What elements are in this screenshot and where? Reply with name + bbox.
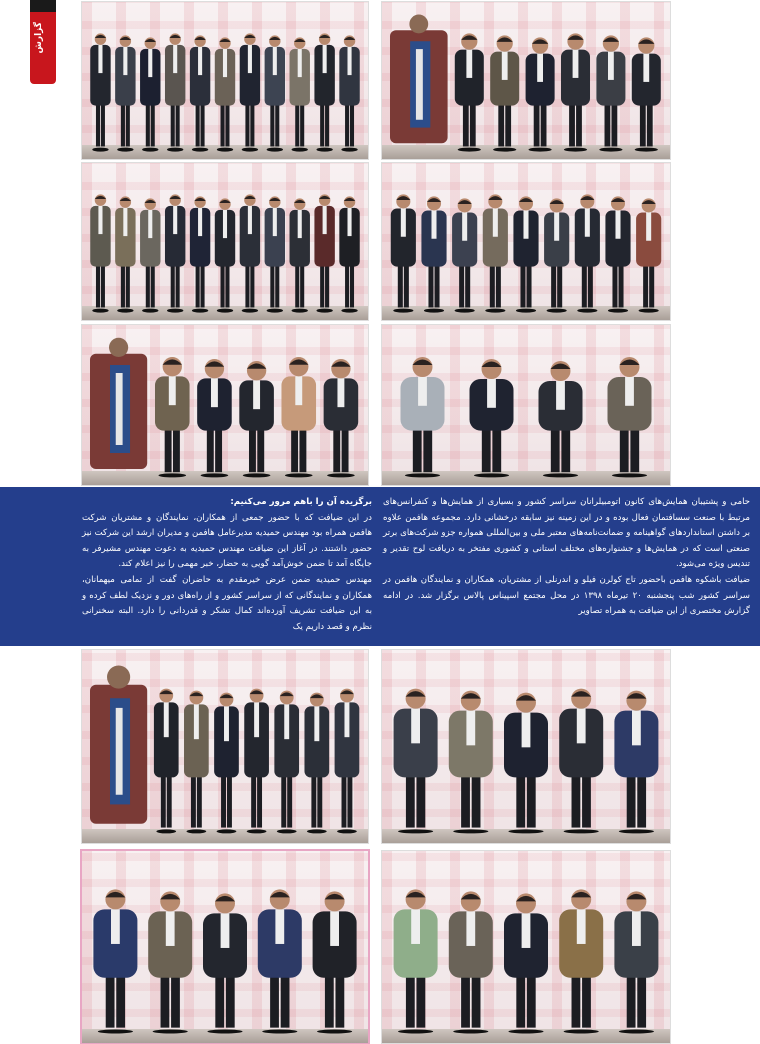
person-figure	[190, 35, 210, 151]
person-figure	[240, 194, 260, 312]
person-figure	[421, 196, 446, 312]
person-figure	[452, 198, 477, 312]
article-column-right	[383, 495, 750, 620]
photo-4	[382, 163, 670, 320]
person-figure	[215, 198, 235, 312]
person-figure	[184, 691, 209, 834]
person-figure	[155, 357, 190, 477]
article-paragraph: مهندس حمیدیه ضمن عرض خیرمقدم به حاضران گفت از تمامی میهمانان، همکاران و نمایندگانی که از سراسر کشور و از راه‌های دور و نزدیک لطف کرده و به این ضیافت تشریف آورده‌اند کمال تشکر و قدردانی را دارد. البته سخنرانی نظرم و قصد داریم یک	[82, 574, 372, 632]
person-figure	[575, 194, 600, 312]
person-figure	[165, 33, 185, 151]
person-figure	[559, 689, 603, 834]
photo-10	[382, 851, 670, 1043]
person-figure	[239, 361, 274, 477]
statue-figure	[390, 15, 448, 144]
article-column-heading: برگزیده آن را باهم مرور می‌کنیم:	[230, 497, 372, 507]
person-figure	[214, 693, 239, 834]
person-figure	[203, 893, 247, 1033]
photo-3	[82, 163, 368, 320]
person-figure	[140, 37, 160, 151]
person-figure	[483, 194, 508, 312]
person-figure	[544, 198, 569, 312]
person-figure	[190, 196, 210, 312]
person-figure	[339, 35, 359, 151]
person-figure	[526, 37, 555, 151]
person-figure	[394, 689, 438, 834]
person-figure	[636, 198, 661, 312]
photo-8	[382, 650, 670, 843]
section-tab-label: گزارش	[34, 22, 44, 54]
statue-figure	[90, 338, 147, 469]
person-figure	[539, 361, 583, 477]
person-figure	[215, 37, 235, 151]
person-figure	[559, 889, 603, 1033]
person-figure	[244, 689, 269, 834]
person-figure	[335, 689, 360, 834]
photo-1	[82, 2, 368, 159]
person-figure	[339, 196, 359, 312]
person-figure	[197, 359, 232, 477]
group-photo-figures	[82, 2, 368, 159]
photo-7	[82, 650, 368, 843]
person-figure	[290, 198, 310, 312]
person-figure	[449, 891, 493, 1033]
person-figure	[504, 693, 548, 834]
person-figure	[324, 359, 359, 477]
group-photo-figures	[382, 325, 670, 485]
person-figure	[290, 37, 310, 151]
person-figure	[281, 357, 316, 477]
person-figure	[596, 35, 625, 151]
person-figure	[313, 891, 357, 1033]
person-figure	[154, 689, 179, 834]
person-figure	[240, 33, 260, 151]
tab-dark-strip	[30, 0, 56, 12]
article-paragraph: ضیافت باشکوه هافمن باحضور تاج کولرن فیلو و اندرنلی از مشتریان، همکاران و نمایندگان هافمن در سراسر کشور شب پنجشنبه ۲۰ تیرماه ۱۳۹۸ در محل مجتمع اسپیناس پالاس برگزار شد. در ادامه گزارش مختصری از این ضیافت به همراه تصاویر	[383, 574, 750, 617]
section-tab	[30, 0, 56, 84]
person-figure	[148, 891, 192, 1033]
statue-figure	[90, 665, 147, 823]
person-figure	[258, 889, 302, 1033]
person-figure	[90, 194, 110, 312]
person-figure	[470, 359, 514, 477]
person-figure	[115, 35, 135, 151]
person-figure	[455, 33, 484, 151]
article-column-left	[82, 495, 372, 635]
group-photo-figures	[82, 163, 368, 320]
person-figure	[314, 33, 334, 151]
person-figure	[274, 691, 299, 834]
photo-6	[382, 325, 670, 485]
photo-2	[382, 2, 670, 159]
person-figure	[140, 198, 160, 312]
person-figure	[605, 196, 630, 312]
article-paragraph: در این ضیافت که با حضور جمعی از همکاران، نمایندگان و مشتریان شرکت هافمن همراه بود مهندس حمیدیه مدیرعامل هافمن و مدیران ارشد این شرکت نیز حضور داشتند. در آغاز این ضیافت مهندس حمیدیه به دعوت مهندس مشیرفر به جایگاه آمد تا ضمن خوش‌آمد گویی به حضار، خبر مهمی را نیز اعلام کند.	[82, 512, 372, 570]
group-photo-figures	[82, 851, 368, 1043]
person-figure	[449, 691, 493, 834]
group-photo-figures	[382, 2, 670, 159]
person-figure	[90, 33, 110, 151]
person-figure	[115, 196, 135, 312]
person-figure	[614, 691, 658, 834]
person-figure	[165, 194, 185, 312]
person-figure	[314, 194, 334, 312]
photo-9	[82, 851, 368, 1043]
group-photo-figures	[382, 163, 670, 320]
person-figure	[632, 37, 661, 151]
person-figure	[391, 194, 416, 312]
group-photo-figures	[382, 851, 670, 1043]
group-photo-figures	[82, 325, 368, 485]
article-text-band	[0, 487, 760, 646]
person-figure	[614, 891, 658, 1033]
group-photo-figures	[382, 650, 670, 843]
person-figure	[513, 196, 538, 312]
person-figure	[561, 33, 590, 151]
article-paragraph: حامی و پشتیبان همایش‌های کانون اتومبیلرانان سراسر کشور و بسیاری از همایش‌ها و کنفرانس‌های مرتبط با صنعت سسافتمان فعال بوده و در این زمینه نیز سابقه درخشانی دارد. مجموعه هافمن علاوه بر داشتن استانداردهای گواهینامه و ضمانت‌نامه‌های معتبر ملی و بین‌المللی همواره جزو شرکت‌های برتر صنعتی است که در همایش‌ها و جشنواره‌های مختلف استانی و کشوری مفتخر به دریافت لوح تقدیر و تندیس ویژه می‌شود.	[383, 497, 750, 570]
person-figure	[490, 35, 519, 151]
person-figure	[608, 357, 652, 477]
person-figure	[265, 35, 285, 151]
photo-5	[82, 325, 368, 485]
person-figure	[265, 196, 285, 312]
person-figure	[504, 893, 548, 1033]
person-figure	[93, 889, 137, 1033]
group-photo-figures	[82, 650, 368, 843]
person-figure	[394, 889, 438, 1033]
person-figure	[401, 357, 445, 477]
person-figure	[304, 693, 329, 834]
